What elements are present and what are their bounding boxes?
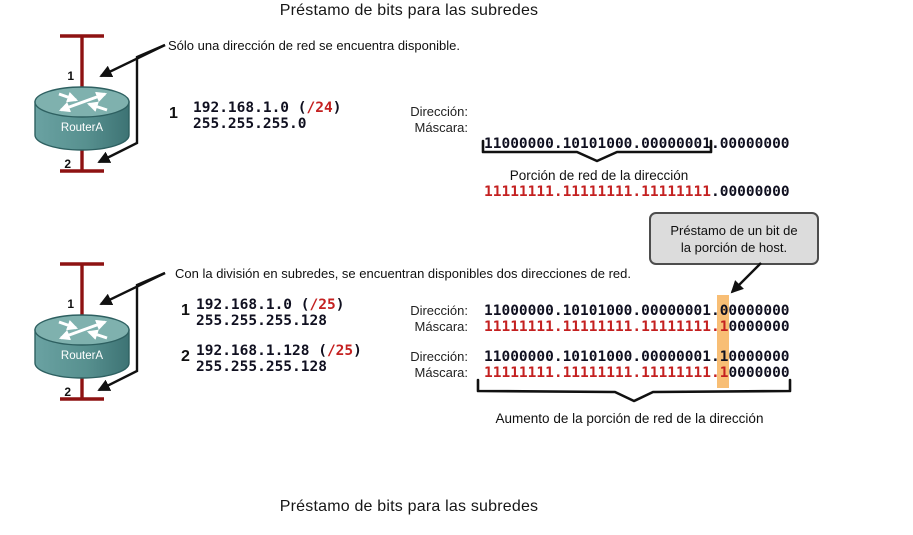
port-bottom-label: 2	[64, 157, 71, 171]
binary-mask-row: 11111111.11111111.11111111.10000000	[484, 365, 790, 381]
binary-mask-row: 11111111.11111111.11111111.00000000	[484, 184, 790, 200]
ip-block-subnet-1: 192.168.1.0 (/25) 255.255.255.128	[196, 297, 345, 329]
increased-network-portion-caption: Aumento de la porción de red de la dirección	[495, 411, 764, 426]
router-icon	[15, 30, 185, 180]
network-index-1: 1	[169, 105, 178, 122]
ip-block-1: 192.168.1.0 (/24) 255.255.255.0	[193, 100, 342, 132]
address-label: Dirección:	[410, 349, 468, 364]
network-portion-brace	[481, 139, 715, 163]
binary-address-row: 11000000.10101000.00000001.10000000	[484, 349, 790, 365]
binary-labels-subnet-1	[385, 303, 468, 335]
port-top-label: 1	[67, 297, 74, 311]
network-portion-caption: Porción de red de la dirección	[509, 168, 689, 183]
borrow-bit-callout: Préstamo de un bit de la porción de host.	[649, 212, 819, 265]
prefix-length: /24	[306, 100, 333, 116]
router-name: RouterA	[60, 122, 104, 134]
address-label: Dirección:	[410, 104, 468, 119]
router-body	[35, 87, 129, 150]
router-block-1	[15, 30, 185, 180]
prefix-length: /25	[309, 297, 336, 313]
binary-address-row: 11000000.10101000.00000001.00000000	[484, 136, 790, 152]
callout-arrow	[705, 258, 770, 300]
binary-labels-subnet-2	[385, 349, 468, 381]
annotation-two-networks: Con la división en subredes, se encuentran disponibles dos direcciones de red.	[175, 266, 632, 281]
increased-network-portion-brace	[476, 377, 794, 405]
subnet-index-1: 1	[181, 302, 190, 319]
mask-label: Máscara:	[414, 120, 468, 135]
router-body	[35, 315, 129, 378]
address-label: Dirección:	[410, 303, 468, 318]
binary-block-2	[484, 300, 796, 392]
binary-mask-row: 11111111.11111111.11111111.10000000	[484, 319, 790, 335]
subnet-mask: 255.255.255.128	[196, 313, 327, 329]
mask-label: Máscara:	[414, 319, 468, 334]
diagram-title-bottom: Préstamo de bits para las subredes	[279, 498, 539, 515]
subnet-index-2: 2	[181, 348, 190, 365]
binary-labels-1	[385, 104, 468, 136]
mask-label: Máscara:	[414, 365, 468, 380]
ip-block-subnet-2: 192.168.1.128 (/25) 255.255.255.128	[196, 343, 362, 375]
annotation-one-network: Sólo una dirección de red se encuentra disponible.	[168, 38, 460, 53]
prefix-length: /25	[326, 343, 354, 359]
subnet-mask: 255.255.255.128	[196, 359, 327, 375]
ip-address: 192.168.1.0 (	[196, 297, 310, 313]
ip-address: 192.168.1.128 (	[196, 343, 327, 359]
router-name: RouterA	[60, 350, 104, 362]
binary-address-row: 11000000.10101000.00000001.00000000	[484, 303, 790, 319]
subnet-mask: 255.255.255.0	[193, 116, 307, 132]
router-icon	[15, 258, 185, 408]
diagram-title-top: Préstamo de bits para las subredes	[279, 2, 539, 19]
router-block-2	[15, 258, 185, 408]
port-bottom-label: 2	[64, 385, 71, 399]
ip-address: 192.168.1.0 (	[193, 100, 307, 116]
port-top-label: 1	[67, 69, 74, 83]
